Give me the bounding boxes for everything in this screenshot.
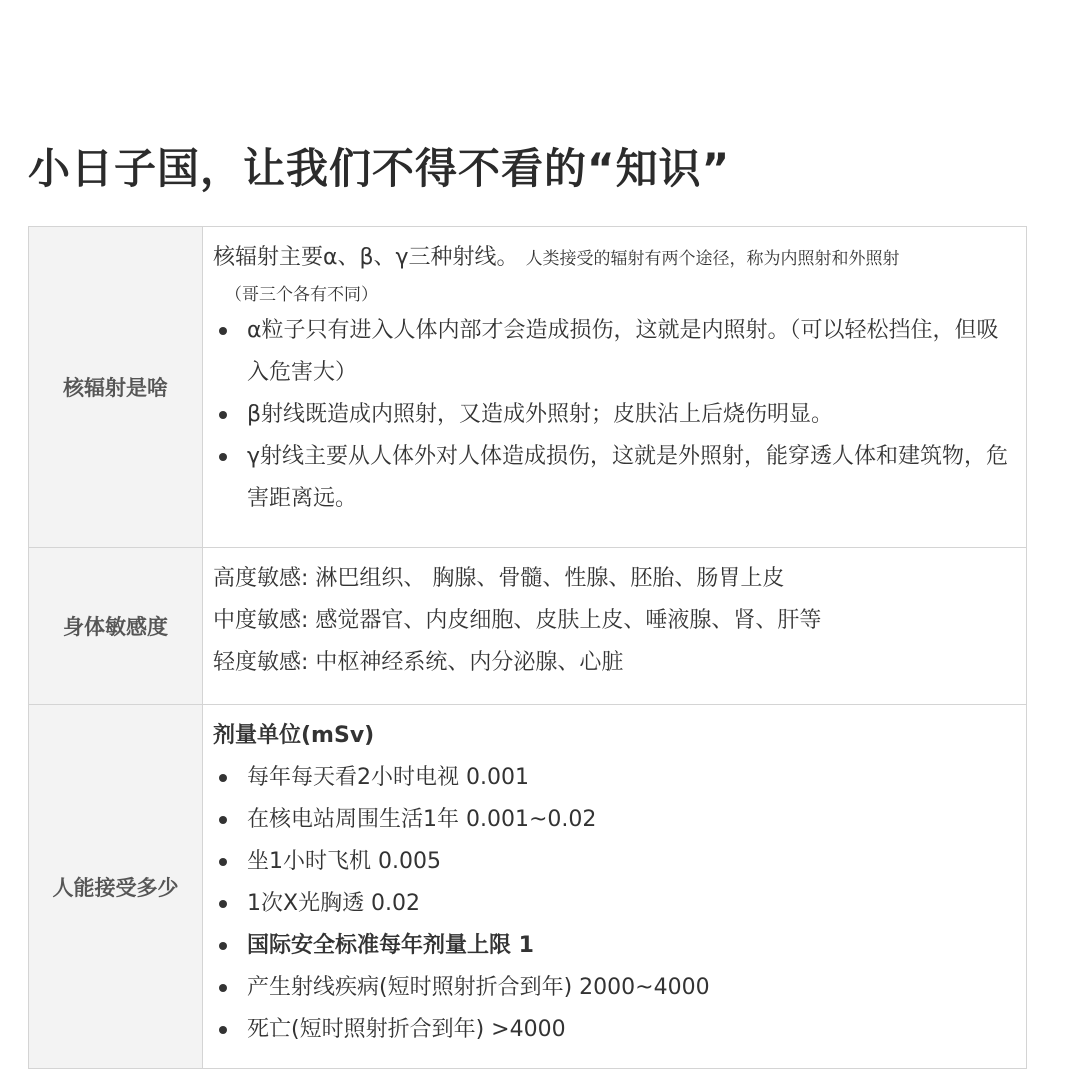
table-row <box>29 705 1027 1069</box>
intro-main: 核辐射主要α、β、γ三种射线。 <box>213 245 519 270</box>
table-row <box>29 548 1027 705</box>
table-row <box>29 227 1027 548</box>
row-content-dose <box>203 705 1027 1069</box>
info-table <box>28 226 1027 1069</box>
row-label-radiation: 核辐射是啥 <box>29 227 203 548</box>
sensitivity-low: 轻度敏感: 中枢神经系统、内分泌腺、心脏 <box>213 650 624 675</box>
page-title: 小日子国，让我们不得不看的“知识” <box>28 144 731 193</box>
list-item: 1次X光胸透 0.02 <box>213 883 1018 925</box>
list-item: 坐1小时飞机 0.005 <box>213 841 1018 883</box>
intro-small-2: （哥三个各有不同） <box>225 285 378 305</box>
list-item: 在核电站周围生活1年 0.001~0.02 <box>213 799 1018 841</box>
list-item: 死亡(短时照射折合到年) >4000 <box>213 1009 1018 1051</box>
sensitivity-medium: 中度敏感: 感觉器官、内皮细胞、皮肤上皮、唾液腺、肾、肝等 <box>213 608 822 633</box>
list-item: α粒子只有进入人体内部才会造成损伤，这就是内照射。（可以轻松挡住，但吸入危害大） <box>213 310 1018 394</box>
list-item: 产生射线疾病(短时照射折合到年) 2000~4000 <box>213 967 1018 1009</box>
list-item: γ射线主要从人体外对人体造成损伤，这就是外照射，能穿透人体和建筑物，危害距离远。 <box>213 436 1018 520</box>
row-label-dose: 人能接受多少 <box>29 705 203 1069</box>
dose-heading: 剂量单位(mSv) <box>213 723 375 748</box>
list-item-highlight: 国际安全标准每年剂量上限 1 <box>213 925 1018 967</box>
radiation-list <box>213 310 1018 520</box>
row-label-sensitivity: 身体敏感度 <box>29 548 203 705</box>
list-item: 每年每天看2小时电视 0.001 <box>213 757 1018 799</box>
intro-line <box>213 237 1018 280</box>
dose-list <box>213 757 1018 1051</box>
intro-small: 人类接受的辐射有两个途径，称为内照射和外照射 <box>525 249 900 269</box>
sensitivity-high: 高度敏感: 淋巴组织、 胸腺、骨髓、性腺、胚胎、肠胃上皮 <box>213 566 785 591</box>
row-content-sensitivity <box>203 548 1027 705</box>
list-item: β射线既造成内照射，又造成外照射；皮肤沾上后烧伤明显。 <box>213 394 1018 436</box>
row-content-radiation <box>203 227 1027 548</box>
